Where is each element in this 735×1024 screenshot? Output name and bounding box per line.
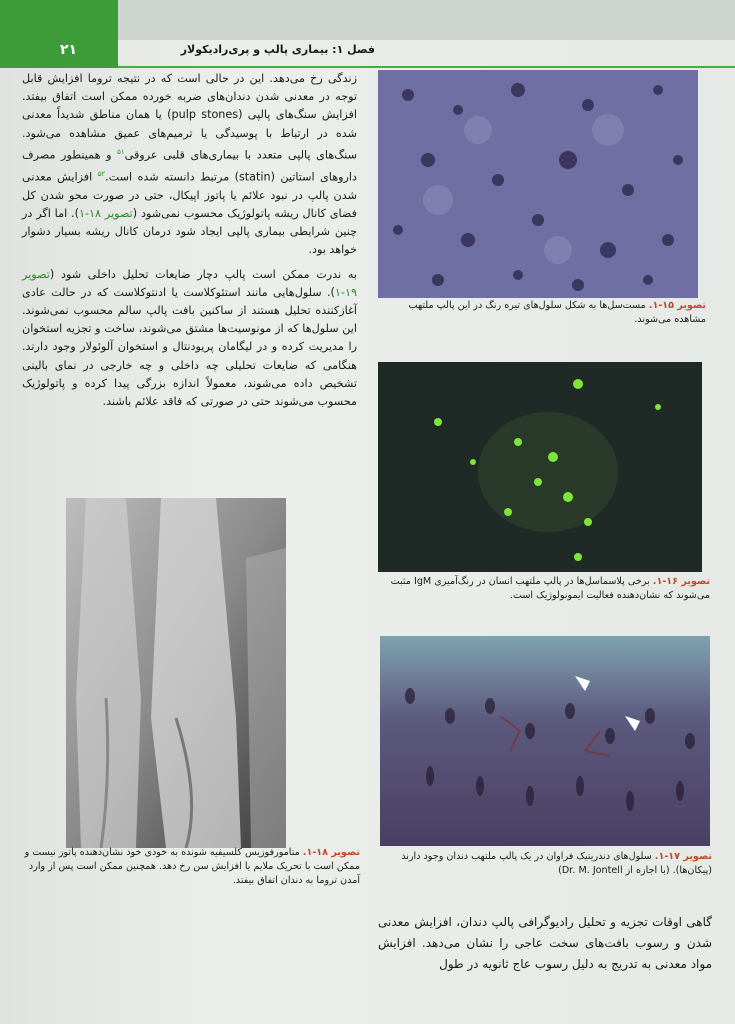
body-text-left-bottom: گاهی اوقات تجزیه و تحلیل رادیوگرافی پالپ دندان، افزایش معدنی شدن و رسوب بافت‌های سخت عاجی را نشان می‌دهد. افزایش مواد معدنی به تدریج به دلیل رسوب عاج ثانویه در طول xyxy=(378,915,712,971)
chapter-tab xyxy=(0,0,118,68)
figure-17-caption xyxy=(378,850,712,878)
caption-text: سلول‌های دندریتیک فراوان در یک پالپ ملتهب دندان وجود دارند (پیکان‌ها). (با اجازه از Dr. M. Jontell) xyxy=(401,851,712,876)
figure-18-caption xyxy=(18,846,360,888)
paragraph-1-cont2: افزایش معدنی شدن پالپ در نبود علائم یا پاتوز اپیکال، حتی در صورت محو شدن کل فضای کانال ریشه پاتولوژیک محسوب نمی‌شود ( xyxy=(22,170,357,220)
figure-reference[interactable]: تصویر ۱۹-۱ xyxy=(22,267,357,299)
page-number: ۲۱ xyxy=(60,42,78,58)
plasma-cell-fluorescence-micrograph xyxy=(378,362,702,572)
caption-text: مست‌سل‌ها به شکل سلول‌های تیره رنگ در این پالپ ملتهب مشاهده می‌شوند. xyxy=(408,300,706,325)
paragraph-1: زندگی رخ می‌دهد. این در حالی است که در نتیجه تروما افزایش قابل توجه در معدنی شدن دندان‌های ضربه خورده ممکن است اتفاق بیفتد. افزایش سنگ‌های پالپی (pulp stones) یا همان مناطق شدیداً معدنی شده در ارتباط با پوسیدگی یا ترمیم‌های عمیق مشاهده می‌شود. سنگ‌های پالپی متعدد با بیماری‌های قلبی عروقی xyxy=(22,72,357,162)
citation: ۵۱ xyxy=(117,147,125,156)
paragraph-2-cont: ). سلول‌هایی مانند استئوکلاست یا ادنتوکلاست که در حالت عادی آغازکننده تحلیل هستند از ساکنین بافت پالپ سالم محسوب نمی‌شوند. این سلول‌ها که از مونوسیت‌ها مشتق می‌شوند، ساخت و تجزیه استخوان را مدیریت کرده و در لیگامان پریودنتال و استخوان آلوئولار وجود دارند. هنگامی که ضایعات تحلیلی چه داخلی و چه خارجی در نمای بالینی تشخیص داده می‌شوند، معمولاً اندازه بزرگی پیدا کرده و پاتولوژیک محسوب می‌شوند حتی در صورتی که فاقد علائم باشند. xyxy=(22,285,357,408)
paragraph-1-cont: و همینطور مصرف داروهای استاتین (statin) مرتبط دانسته شده است. xyxy=(22,148,357,184)
caption-text: متامورفوزیس کلسیفیه شونده به خودی خود نشان‌دهنده پاتوز نیست و ممکن است با تحریک ملایم یا افزایش سن رخ دهد. همچنین ممکن است پس از وارد آمدن تروما به دندان اتفاق بیفتد. xyxy=(24,847,360,886)
figure-15-caption xyxy=(376,299,706,327)
caption-label: تصویر ۱۶-۱. xyxy=(652,576,710,587)
citation: ۵۲ xyxy=(97,169,106,178)
caption-text: برخی پلاسماسل‌ها در پالپ ملتهب انسان در رنگ‌آمیزی IgM مثبت می‌شوند که نشان‌دهنده فعالیت ایمونولوژیک است. xyxy=(390,576,710,601)
dendritic-cell-micrograph xyxy=(380,636,710,846)
figure-16-caption xyxy=(376,575,710,603)
body-text-right xyxy=(22,70,357,411)
radiograph-figure xyxy=(66,498,286,848)
figure-reference[interactable]: تصویر ۱۸-۱ xyxy=(78,206,133,220)
caption-label: تصویر ۱۵-۱. xyxy=(648,300,706,311)
mast-cell-micrograph xyxy=(378,70,698,298)
header-rule xyxy=(118,66,735,68)
caption-label: تصویر ۱۷-۱. xyxy=(654,851,712,862)
paragraph-1-end: ). اما اگر در چنین شرایطی بیماری پالپی ایجاد شود درمان کانال ریشه بسیار دشوار خواهد بود. xyxy=(22,206,357,257)
paragraph-2: به ندرت ممکن است پالپ دچار ضایعات تحلیل داخلی شود ( xyxy=(49,267,357,281)
running-head: فصل ۱: بیماری پالپ و پری‌رادیکولار xyxy=(180,43,375,56)
caption-label: تصویر ۱۸-۱. xyxy=(302,847,360,858)
